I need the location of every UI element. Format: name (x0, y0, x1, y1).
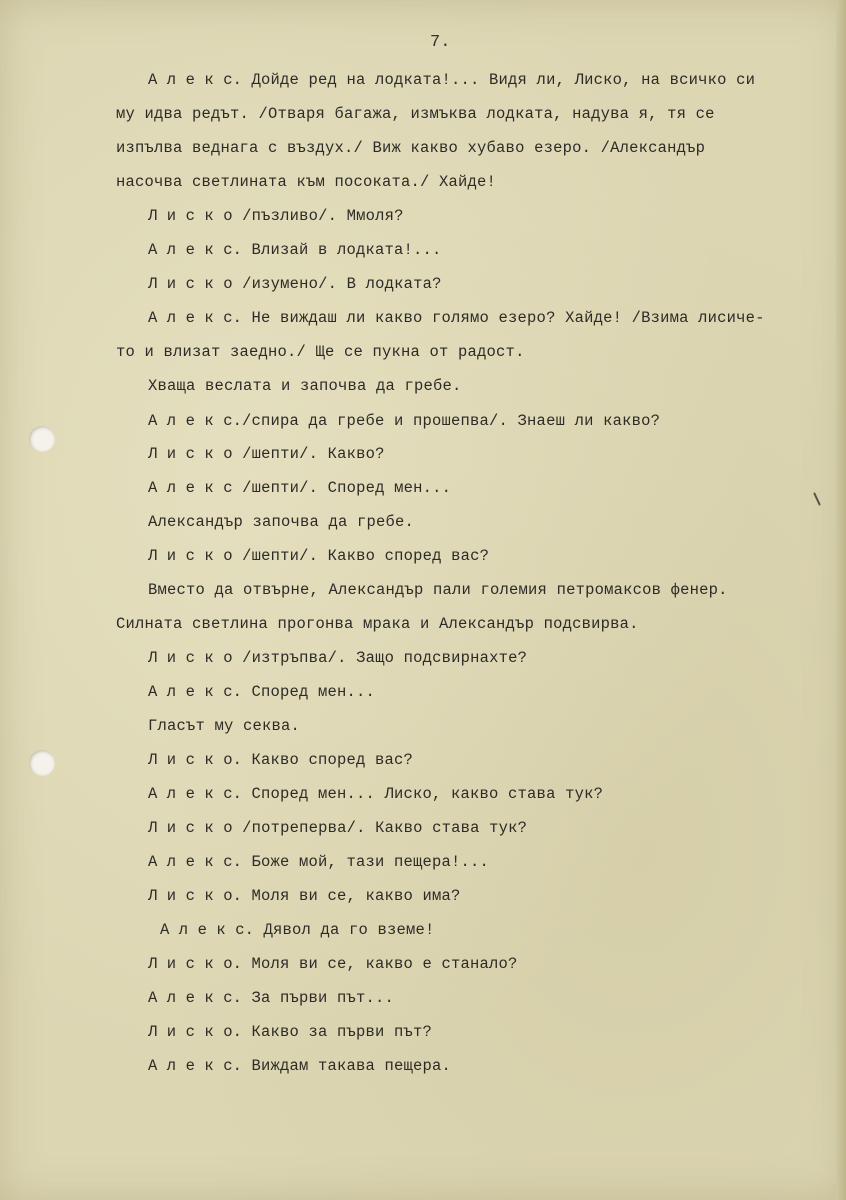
speaker-name: Л и с к о (148, 649, 233, 667)
script-line (116, 614, 639, 634)
speaker-name: Л и с к о (148, 275, 233, 293)
speaker-name: А л е к с. (148, 853, 243, 871)
script-line (148, 852, 489, 872)
script-line (148, 954, 518, 974)
speaker-name: А л е к с. (148, 412, 243, 430)
line-text: За първи път... (242, 989, 395, 1007)
speaker-name: А л е к с. (148, 1057, 243, 1075)
punch-hole-top (29, 426, 55, 452)
line-text: /шепти/. Според мен... (232, 479, 452, 497)
speaker-name: А л е к с. (148, 989, 243, 1007)
script-line (148, 818, 527, 838)
line-text: Виждам такава пещера. (242, 1057, 452, 1075)
speaker-name: Л и с к о. (148, 751, 243, 769)
line-text: /изтръпва/. Защо подсвирнахте? (232, 649, 528, 667)
script-line (148, 206, 404, 226)
script-line (148, 411, 660, 431)
speaker-name: Л и с к о. (148, 955, 243, 973)
line-text: Гласът му секва. (148, 717, 301, 735)
script-line (148, 70, 755, 90)
line-text: Хваща веслата и започва да гребе. (148, 377, 462, 395)
script-line (148, 1022, 432, 1042)
line-text: Силната светлина прогонва мрака и Александър подсвирва. (116, 615, 639, 633)
script-line (148, 988, 394, 1008)
line-text: изпълва веднага с въздух./ Виж какво хубаво езеро. /Александър (116, 139, 706, 157)
script-line (148, 682, 375, 702)
paper-edge (836, 0, 846, 1200)
page-number: 7. (430, 33, 451, 52)
script-line (148, 308, 765, 328)
script-line (148, 750, 413, 770)
line-text: Боже мой, тази пещера!... (242, 853, 490, 871)
punch-hole-bottom (29, 750, 55, 776)
script-line (116, 342, 525, 362)
line-text: Не виждаш ли какво голямо езеро? Хайде! /Взима лисиче- (242, 309, 765, 327)
ink-mark (813, 492, 821, 506)
speaker-name: А л е к с. (148, 785, 243, 803)
line-text: то и влизат заедно./ Ще се пукна от радост. (116, 343, 525, 361)
line-text: Моля ви се, какво има? (242, 887, 461, 905)
script-line (148, 546, 489, 566)
speaker-name: А л е к с. (148, 71, 243, 89)
line-text: Според мен... Лиско, какво става тук? (242, 785, 604, 803)
script-line (148, 478, 451, 498)
script-line (116, 138, 705, 158)
speaker-name: Л и с к о (148, 819, 233, 837)
line-text: /потреперва/. Какво става тук? (232, 819, 528, 837)
script-line (116, 104, 715, 124)
speaker-name: Л и с к о (148, 445, 233, 463)
line-text: Какво за първи път? (242, 1023, 433, 1041)
script-line (148, 512, 414, 532)
script-line (148, 648, 527, 668)
speaker-name: А л е к с. (148, 683, 243, 701)
line-text: Влизай в лодката!... (242, 241, 442, 259)
line-text: му идва редът. /Отваря багажа, измъква лодката, надува я, тя се (116, 105, 715, 123)
script-line (116, 172, 496, 192)
speaker-name: Л и с к о. (148, 1023, 243, 1041)
line-text: Вместо да отвърне, Александър пали големия петромаксов фенер. (148, 581, 728, 599)
speaker-name: А л е к с. (160, 921, 255, 939)
script-line (148, 1056, 451, 1076)
line-text: Дявол да го вземе! (254, 921, 435, 939)
line-text: Според мен... (242, 683, 376, 701)
line-text: Александър започва да гребе. (148, 513, 415, 531)
line-text: Какво според вас? (242, 751, 414, 769)
line-text: насочва светлината към посоката./ Хайде! (116, 173, 497, 191)
script-line (148, 580, 728, 600)
line-text: /шепти/. Какво? (232, 445, 385, 463)
script-line (148, 240, 442, 260)
script-line (160, 920, 435, 940)
script-line (148, 716, 300, 736)
script-line (148, 274, 442, 294)
line-text: Дойде ред на лодката!... Видя ли, Лиско, на всичко си (242, 71, 756, 89)
speaker-name: Л и с к о (148, 547, 233, 565)
line-text: /спира да гребе и прошепва/. Знаеш ли какво? (242, 412, 661, 430)
line-text: /шепти/. Какво според вас? (232, 547, 490, 565)
speaker-name: Л и с к о. (148, 887, 243, 905)
script-line (148, 376, 462, 396)
speaker-name: А л е к с (148, 479, 233, 497)
line-text: /пъзливо/. Ммоля? (232, 207, 404, 225)
line-text: /изумено/. В лодката? (232, 275, 442, 293)
script-line (148, 444, 385, 464)
speaker-name: А л е к с. (148, 309, 243, 327)
script-line (148, 784, 603, 804)
line-text: Моля ви се, какво е станало? (242, 955, 518, 973)
speaker-name: А л е к с. (148, 241, 243, 259)
speaker-name: Л и с к о (148, 207, 233, 225)
script-line (148, 886, 461, 906)
